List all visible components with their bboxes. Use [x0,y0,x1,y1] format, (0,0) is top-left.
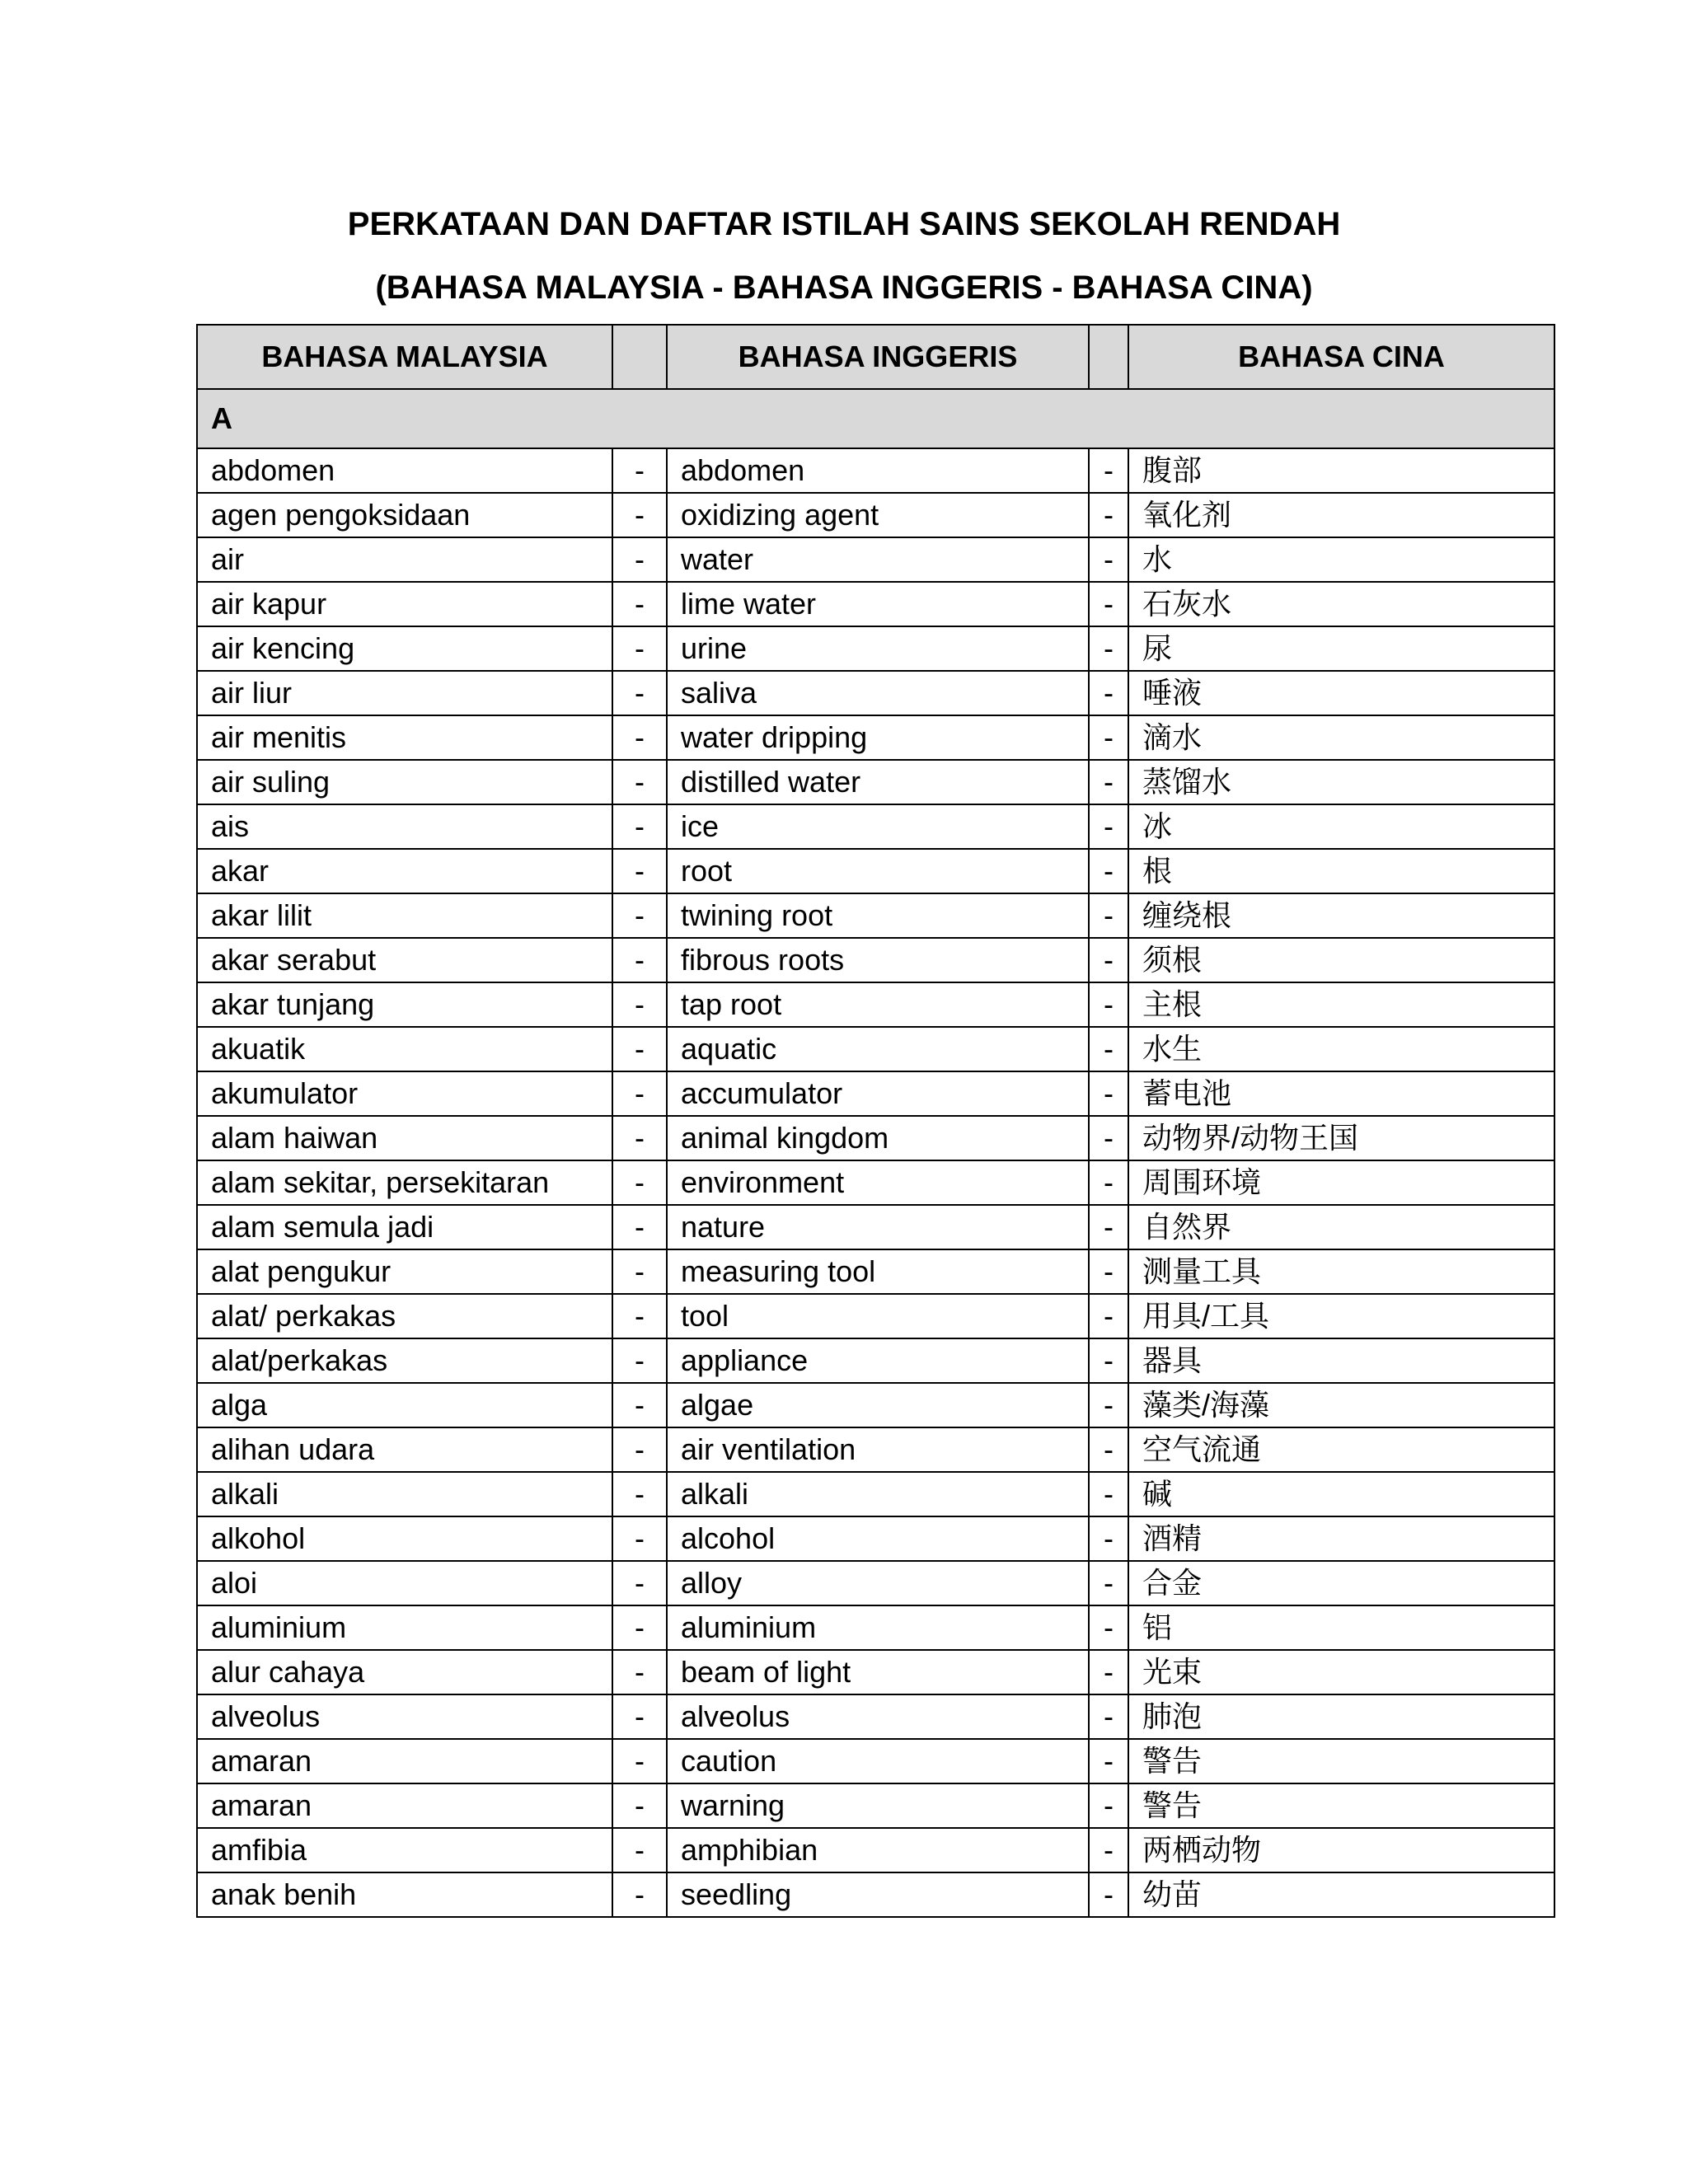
header-bahasa-inggeris: BAHASA INGGERIS [667,325,1089,389]
chinese-term-cell: 主根 [1128,982,1554,1027]
separator-dash: - [612,1516,667,1561]
english-term-cell: warning [667,1783,1089,1828]
separator-dash: - [612,1338,667,1383]
header-separator [612,325,667,389]
chinese-term-cell: 蓄电池 [1128,1071,1554,1116]
table-row [197,1739,1554,1783]
table-header-row [197,325,1554,389]
chinese-term-cell: 合金 [1128,1561,1554,1605]
separator-dash: - [612,1205,667,1249]
separator-dash: - [612,582,667,626]
separator-dash: - [612,1027,667,1071]
malay-term-cell: aloi [197,1561,612,1605]
separator-dash: - [612,1294,667,1338]
table-row [197,982,1554,1027]
malay-term-cell: amfibia [197,1828,612,1872]
malay-term-cell: alkali [197,1472,612,1516]
table-row [197,1427,1554,1472]
table-row [197,1071,1554,1116]
malay-term-cell: akar lilit [197,893,612,938]
separator-dash: - [1089,804,1128,849]
separator-dash: - [1089,1783,1128,1828]
chinese-term-cell: 空气流通 [1128,1427,1554,1472]
malay-term-cell: alur cahaya [197,1650,612,1694]
chinese-term-cell: 水生 [1128,1027,1554,1071]
header-separator [1089,325,1128,389]
chinese-term-cell: 蒸馏水 [1128,760,1554,804]
separator-dash: - [612,671,667,715]
separator-dash: - [612,1071,667,1116]
glossary-table [196,324,1555,1918]
malay-term-cell: air menitis [197,715,612,760]
separator-dash: - [1089,1427,1128,1472]
separator-dash: - [1089,1071,1128,1116]
chinese-term-cell: 测量工具 [1128,1249,1554,1294]
malay-term-cell: alam haiwan [197,1116,612,1160]
document-title: PERKATAAN DAN DAFTAR ISTILAH SAINS SEKOLAH RENDAH [347,206,1341,242]
malay-term-cell: alat pengukur [197,1249,612,1294]
separator-dash: - [1089,1872,1128,1917]
section-header-row [197,389,1554,448]
english-term-cell: algae [667,1383,1089,1427]
chinese-term-cell: 氧化剂 [1128,493,1554,537]
separator-dash: - [1089,1561,1128,1605]
separator-dash: - [612,1739,667,1783]
separator-dash: - [612,537,667,582]
malay-term-cell: abdomen [197,448,612,493]
chinese-term-cell: 自然界 [1128,1205,1554,1249]
header-bahasa-malaysia: BAHASA MALAYSIA [197,325,612,389]
separator-dash: - [1089,938,1128,982]
chinese-term-cell: 光束 [1128,1650,1554,1694]
table-row [197,582,1554,626]
separator-dash: - [1089,849,1128,893]
chinese-term-cell: 尿 [1128,626,1554,671]
separator-dash: - [1089,1694,1128,1739]
header-bahasa-cina: BAHASA CINA [1128,325,1554,389]
document-subtitle: (BAHASA MALAYSIA - BAHASA INGGERIS - BAHASA CINA) [375,269,1313,306]
separator-dash: - [612,1427,667,1472]
english-term-cell: caution [667,1739,1089,1783]
chinese-term-cell: 警告 [1128,1739,1554,1783]
chinese-term-cell: 酒精 [1128,1516,1554,1561]
chinese-term-cell: 唾液 [1128,671,1554,715]
malay-term-cell: akumulator [197,1071,612,1116]
table-row [197,1828,1554,1872]
english-term-cell: animal kingdom [667,1116,1089,1160]
separator-dash: - [612,1605,667,1650]
table-row [197,448,1554,493]
separator-dash: - [612,1116,667,1160]
table-row [197,849,1554,893]
table-row [197,1694,1554,1739]
table-row [197,1027,1554,1071]
chinese-term-cell: 两栖动物 [1128,1828,1554,1872]
chinese-term-cell: 藻类/海藻 [1128,1383,1554,1427]
separator-dash: - [1089,1027,1128,1071]
section-letter: A [197,389,1554,448]
separator-dash: - [612,938,667,982]
separator-dash: - [1089,1338,1128,1383]
chinese-term-cell: 动物界/动物王国 [1128,1116,1554,1160]
chinese-term-cell: 器具 [1128,1338,1554,1383]
separator-dash: - [612,1650,667,1694]
chinese-term-cell: 根 [1128,849,1554,893]
english-term-cell: alcohol [667,1516,1089,1561]
separator-dash: - [1089,1249,1128,1294]
separator-dash: - [1089,1294,1128,1338]
separator-dash: - [612,1383,667,1427]
table-row [197,626,1554,671]
english-term-cell: beam of light [667,1650,1089,1694]
table-row [197,1383,1554,1427]
table-row [197,938,1554,982]
english-term-cell: tap root [667,982,1089,1027]
table-row [197,1338,1554,1383]
separator-dash: - [1089,448,1128,493]
separator-dash: - [612,1783,667,1828]
malay-term-cell: alat/perkakas [197,1338,612,1383]
malay-term-cell: akuatik [197,1027,612,1071]
english-term-cell: water [667,537,1089,582]
malay-term-cell: air kencing [197,626,612,671]
table-row [197,1561,1554,1605]
english-term-cell: environment [667,1160,1089,1205]
chinese-term-cell: 肺泡 [1128,1694,1554,1739]
english-term-cell: lime water [667,582,1089,626]
table-row [197,893,1554,938]
malay-term-cell: akar tunjang [197,982,612,1027]
chinese-term-cell: 冰 [1128,804,1554,849]
separator-dash: - [612,1694,667,1739]
chinese-term-cell: 警告 [1128,1783,1554,1828]
separator-dash: - [612,493,667,537]
table-row [197,1160,1554,1205]
chinese-term-cell: 碱 [1128,1472,1554,1516]
table-row [197,1472,1554,1516]
english-term-cell: accumulator [667,1071,1089,1116]
chinese-term-cell: 须根 [1128,938,1554,982]
english-term-cell: distilled water [667,760,1089,804]
english-term-cell: aluminium [667,1605,1089,1650]
english-term-cell: ice [667,804,1089,849]
separator-dash: - [612,760,667,804]
chinese-term-cell: 用具/工具 [1128,1294,1554,1338]
table-row [197,1205,1554,1249]
separator-dash: - [1089,1650,1128,1694]
english-term-cell: nature [667,1205,1089,1249]
malay-term-cell: amaran [197,1739,612,1783]
separator-dash: - [1089,1605,1128,1650]
separator-dash: - [612,448,667,493]
english-term-cell: oxidizing agent [667,493,1089,537]
separator-dash: - [1089,582,1128,626]
malay-term-cell: anak benih [197,1872,612,1917]
separator-dash: - [612,804,667,849]
separator-dash: - [1089,493,1128,537]
separator-dash: - [612,849,667,893]
separator-dash: - [1089,1472,1128,1516]
english-term-cell: aquatic [667,1027,1089,1071]
english-term-cell: urine [667,626,1089,671]
separator-dash: - [1089,626,1128,671]
malay-term-cell: alat/ perkakas [197,1294,612,1338]
english-term-cell: twining root [667,893,1089,938]
malay-term-cell: air liur [197,671,612,715]
separator-dash: - [1089,760,1128,804]
english-term-cell: water dripping [667,715,1089,760]
english-term-cell: root [667,849,1089,893]
english-term-cell: seedling [667,1872,1089,1917]
separator-dash: - [612,1472,667,1516]
separator-dash: - [1089,537,1128,582]
malay-term-cell: aluminium [197,1605,612,1650]
malay-term-cell: akar [197,849,612,893]
chinese-term-cell: 缠绕根 [1128,893,1554,938]
english-term-cell: alveolus [667,1694,1089,1739]
table-row [197,1783,1554,1828]
table-row [197,1116,1554,1160]
separator-dash: - [612,982,667,1027]
chinese-term-cell: 幼苗 [1128,1872,1554,1917]
chinese-term-cell: 铝 [1128,1605,1554,1650]
english-term-cell: amphibian [667,1828,1089,1872]
separator-dash: - [1089,893,1128,938]
separator-dash: - [612,715,667,760]
separator-dash: - [1089,1828,1128,1872]
malay-term-cell: alihan udara [197,1427,612,1472]
malay-term-cell: air kapur [197,582,612,626]
malay-term-cell: amaran [197,1783,612,1828]
english-term-cell: appliance [667,1338,1089,1383]
chinese-term-cell: 腹部 [1128,448,1554,493]
separator-dash: - [1089,982,1128,1027]
table-row [197,493,1554,537]
table-row [197,671,1554,715]
separator-dash: - [612,893,667,938]
chinese-term-cell: 周围环境 [1128,1160,1554,1205]
separator-dash: - [1089,1739,1128,1783]
malay-term-cell: alveolus [197,1694,612,1739]
separator-dash: - [1089,1160,1128,1205]
separator-dash: - [612,626,667,671]
separator-dash: - [612,1249,667,1294]
separator-dash: - [1089,671,1128,715]
separator-dash: - [612,1561,667,1605]
malay-term-cell: alkohol [197,1516,612,1561]
separator-dash: - [612,1872,667,1917]
separator-dash: - [1089,1516,1128,1561]
separator-dash: - [1089,1383,1128,1427]
separator-dash: - [612,1828,667,1872]
chinese-term-cell: 石灰水 [1128,582,1554,626]
english-term-cell: measuring tool [667,1249,1089,1294]
chinese-term-cell: 滴水 [1128,715,1554,760]
english-term-cell: fibrous roots [667,938,1089,982]
english-term-cell: alloy [667,1561,1089,1605]
malay-term-cell: air [197,537,612,582]
english-term-cell: air ventilation [667,1427,1089,1472]
english-term-cell: alkali [667,1472,1089,1516]
table-row [197,537,1554,582]
separator-dash: - [612,1160,667,1205]
table-row [197,1249,1554,1294]
chinese-term-cell: 水 [1128,537,1554,582]
malay-term-cell: alam semula jadi [197,1205,612,1249]
table-row [197,1872,1554,1917]
table-row [197,760,1554,804]
separator-dash: - [1089,1205,1128,1249]
separator-dash: - [1089,1116,1128,1160]
table-row [197,1516,1554,1561]
malay-term-cell: alga [197,1383,612,1427]
separator-dash: - [1089,715,1128,760]
table-row [197,1605,1554,1650]
malay-term-cell: alam sekitar, persekitaran [197,1160,612,1205]
malay-term-cell: air suling [197,760,612,804]
malay-term-cell: akar serabut [197,938,612,982]
glossary-table-body [197,325,1554,1917]
malay-term-cell: ais [197,804,612,849]
english-term-cell: tool [667,1294,1089,1338]
table-row [197,804,1554,849]
english-term-cell: saliva [667,671,1089,715]
malay-term-cell: agen pengoksidaan [197,493,612,537]
english-term-cell: abdomen [667,448,1089,493]
table-row [197,715,1554,760]
table-row [197,1294,1554,1338]
table-row [197,1650,1554,1694]
